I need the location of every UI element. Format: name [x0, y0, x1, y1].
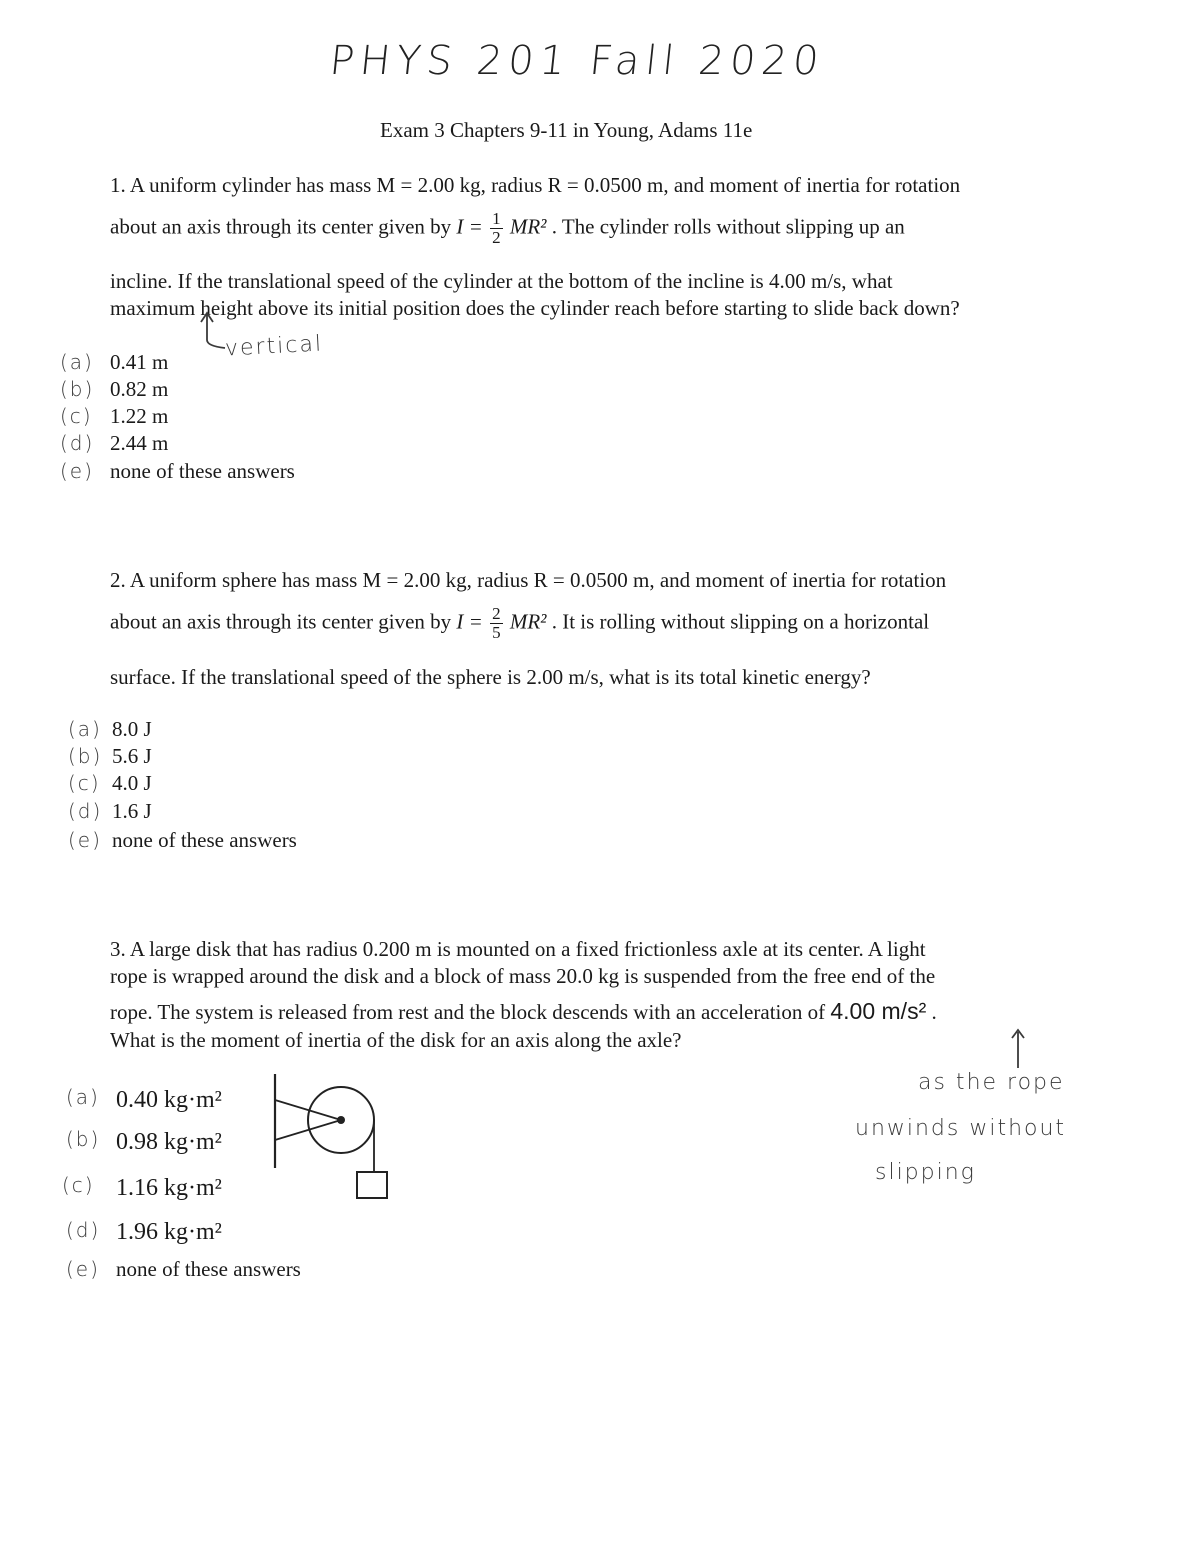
- q2-frac-num: 2: [492, 604, 501, 623]
- q2-choice-c-letter: (c): [68, 771, 101, 795]
- q1-choice-a-letter: (a): [60, 350, 94, 374]
- q2-line-2-post: . It is rolling without slipping on a horizontal: [551, 609, 930, 634]
- q3-line-3-pre: rope. The system is released from rest and the block descends with an acceleration of: [110, 1000, 831, 1024]
- q2-eq-rhs: MR²: [509, 609, 547, 634]
- q2-choice-a-letter: (a): [68, 717, 102, 741]
- q2-choice-a: 8.0 J: [112, 717, 152, 741]
- q2-choice-d-letter: (d): [68, 799, 103, 823]
- q3-choice-a-letter: (a): [66, 1085, 100, 1109]
- q1-line-2-pre: about an axis through its center given by: [110, 214, 457, 239]
- q3-line-4: What is the moment of inertia of the disk for an axis along the axle?: [110, 1028, 682, 1052]
- q3-line-3: [110, 998, 937, 1025]
- axle: [337, 1116, 345, 1124]
- q2-line-2: [110, 605, 929, 642]
- q1-line-3: incline. If the translational speed of the cylinder at the bottom of the incline is 4.00 m/s, what: [110, 269, 893, 293]
- q3-choice-e: none of these answers: [116, 1257, 301, 1281]
- q1-choice-a: 0.41 m: [110, 350, 169, 374]
- q3-line-1: 3. A large disk that has radius 0.200 m is mounted on a fixed frictionless axle at its center. A light: [110, 937, 926, 961]
- q2-line-3: surface. If the translational speed of the sphere is 2.00 m/s, what is its total kinetic energy?: [110, 665, 871, 689]
- q1-choice-e: none of these answers: [110, 459, 295, 483]
- q2-line-2-pre: about an axis through its center given by: [110, 609, 457, 634]
- q1-choice-d-letter: (d): [60, 431, 95, 455]
- q1-choice-c: 1.22 m: [110, 404, 169, 428]
- q3-line-2: rope is wrapped around the disk and a block of mass 20.0 kg is suspended from the free end of the: [110, 964, 936, 988]
- q3-choice-d: 1.96 kg·m²: [116, 1219, 222, 1245]
- q2-fraction: [490, 605, 503, 642]
- q1-line-2: [110, 210, 905, 247]
- q3-choice-a: 0.40 kg·m²: [116, 1087, 222, 1113]
- q2-eq-lhs: I =: [456, 609, 483, 634]
- q2-frac-den: 5: [492, 623, 501, 642]
- q3-choice-b: 0.98 kg·m²: [116, 1129, 222, 1155]
- q3-note-line-1: as the rope: [918, 1070, 1065, 1095]
- q1-frac-num: 1: [492, 209, 501, 228]
- q1-choice-b-letter: (b): [60, 377, 95, 401]
- q1-eq-lhs: I =: [456, 214, 483, 239]
- q3-note-line-2: unwinds without: [855, 1116, 1067, 1141]
- q3-choice-e-letter: (e): [66, 1257, 100, 1281]
- q2-choice-d: 1.6 J: [112, 799, 152, 823]
- course-title: PHYS 201 Fall 2020: [327, 38, 827, 84]
- q1-choice-c-letter: (c): [60, 404, 93, 428]
- q1-choice-e-letter: (e): [60, 459, 94, 483]
- q1-choice-b: 0.82 m: [110, 377, 169, 401]
- q2-choice-e-letter: (e): [68, 828, 102, 852]
- q2-choice-e: none of these answers: [112, 828, 297, 852]
- q1-choice-d: 2.44 m: [110, 431, 169, 455]
- q1-line-1: 1. A uniform cylinder has mass M = 2.00 kg, radius R = 0.0500 m, and moment of inertia for rotation: [110, 173, 961, 197]
- q3-choice-d-letter: (d): [66, 1218, 101, 1242]
- hanging-block: [357, 1172, 387, 1198]
- q3-note-arrow: [1008, 1026, 1028, 1070]
- q1-note: vertical: [224, 331, 324, 362]
- q3-note-line-3: slipping: [875, 1160, 976, 1185]
- q1-frac-den: 2: [492, 228, 501, 247]
- q2-line-1: 2. A uniform sphere has mass M = 2.00 kg, radius R = 0.0500 m, and moment of inertia for rotation: [110, 568, 947, 592]
- q1-fraction: [490, 210, 503, 247]
- q2-choice-b: 5.6 J: [112, 744, 152, 768]
- q3-acceleration: 4.00 m/s²: [830, 998, 927, 1024]
- q1-line-2-post: . The cylinder rolls without slipping up an: [551, 214, 905, 239]
- q3-choice-b-letter: (b): [66, 1127, 101, 1151]
- q3-choice-c: 1.16 kg·m²: [116, 1175, 222, 1201]
- q2-choice-c: 4.0 J: [112, 771, 152, 795]
- q3-choice-c-letter: (c): [62, 1173, 95, 1197]
- q3-line-3-post: .: [931, 1000, 937, 1024]
- disk-rope-diagram: [265, 1070, 395, 1205]
- q1-line-4: maximum height above its initial position does the cylinder reach before starting to slide back down?: [110, 296, 960, 320]
- q2-choice-b-letter: (b): [68, 744, 103, 768]
- q1-eq-rhs: MR²: [509, 214, 547, 239]
- exam-title: Exam 3 Chapters 9-11 in Young, Adams 11e: [380, 118, 753, 142]
